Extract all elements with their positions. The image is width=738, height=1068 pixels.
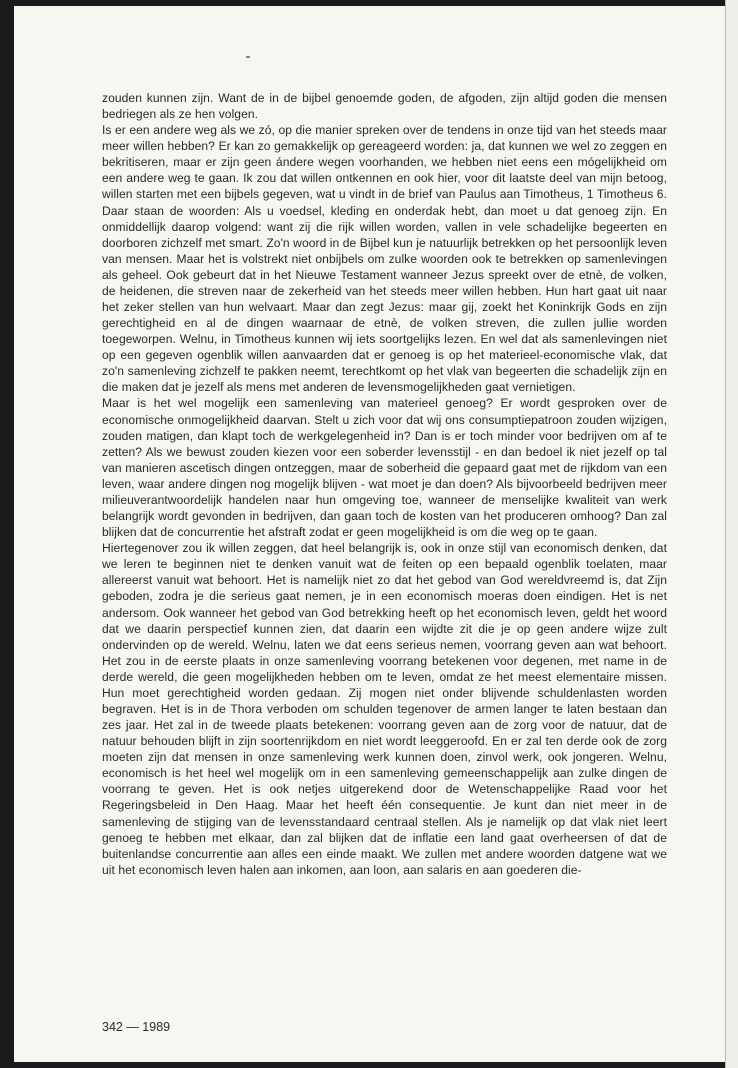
document-page xyxy=(14,6,726,1062)
paragraph: zouden kunnen zijn. Want de in de bijbel genoemde goden, de afgoden, zijn altijd goden die mensen bedriegen als ze hen volgen. xyxy=(102,91,667,122)
page-number: 342 — 1989 xyxy=(102,1020,171,1034)
paragraph: Is er een andere weg als we zó, op die manier spreken over de tendens in onze tijd van het steeds maar meer willen hebben? Er kan zo gemakkelijk op gereageerd worden: ja, dat kunnen we wel zo zeggen en bekritiseren, maar er zijn geen ándere wegen voorhanden, we hebben niet eens een mógelijkheid om een andere weg te gaan. Ik zou dat willen ontkennen en ook hier, voor dit laatste deel van mijn betoog, willen starten met een bijbels gegeven, wat u vindt in de brief van Paulus aan Timotheus, 1 Timotheus 6. Daar staan de woorden: Als u voedsel, kleding en onderdak hebt, dan moet u dat genoeg zijn. En onmiddellijk daarop volgend: want zij die rijk willen worden, vallen in vele schadelijke begeerten en doorboren zichzelf met smart. Zo'n woord in de Bijbel kun je natuurlijk betrekken op het persoonlijk leven van mensen. Maar het is volstrekt niet onbijbels om zulke woorden ook te betrekken op samenlevingen als geheel. Ook gebeurt dat in het Nieuwe Testament wanneer Jezus spreekt over de etnè, de volken, de heidenen, die streven naar de zekerheid van het steeds meer willen hebben. Hun hart gaat uit naar het zeker stellen van hun welvaart. Maar dan zegt Jezus: maar gij, zoekt het Koninkrijk Gods en zijn gerechtigheid en al de dingen waarnaar de etnè, de volken streven, die zullen jullie worden toegeworpen. Welnu, in Timotheus kunnen wij iets soortgelijks lezen. En wel dat als samenlevingen niet op een gegeven ogenblik willen aanvaarden dat er genoeg is op het materieel-economische vlak, dat zo'n samenleving zichzelf te pakken neemt, terechtkomt op het vlak van begeerten die schadelijk zijn en die maken dat je jezelf als mens met anderen de levensmogelijkheden gaat vernietigen. xyxy=(102,123,667,395)
body-text xyxy=(102,90,667,878)
scan-mark xyxy=(246,56,250,58)
scan-edge xyxy=(725,0,738,1068)
paragraph: Hiertegenover zou ik willen zeggen, dat heel belangrijk is, ook in onze stijl van economisch denken, dat we leren te beginnen niet te denken vanuit wat de feiten op een bepaald ogenblik toelaten, maar allereerst vanuit wat behoort. Het is namelijk niet zo dat het gebod van God wereldvreemd is, dat Zijn geboden, zodra je die serieus gaat nemen, je in een economisch moeras doen eindigen. Het is net andersom. Ook wanneer het gebod van God betrekking heeft op het economisch leven, geldt het woord dat we daarin perspectief kunnen zien, dat daarin een wijdte zit die je op geen andere wijze zult ondervinden op de wereld. Welnu, laten we dat eens serieus nemen, voorrang geven aan wat behoort. Het zou in de eerste plaats in onze samenleving voorrang betekenen voor degenen, met name in de derde wereld, die geen mogelijkheden hebben om te leven, omdat ze het meest elementaire missen. Hun moet gerechtigheid worden gedaan. Zij mogen niet onder blijvende schuldenlasten worden begraven. Het is in de Thora verboden om schulden tegenover de armen langer te laten bestaan dan zes jaar. Het zal in de tweede plaats betekenen: voorrang geven aan de zorg voor de natuur, dat de natuur behouden blijft in zijn soortenrijkdom en niet wordt leeggeroofd. En er zal ten derde ook de zorg moeten zijn dat mensen in onze samenleving werk kunnen doen, zinvol werk, ook jongeren. Welnu, economisch is het heel wel mogelijk om in een samenleving gemeenschappelijk aan zulke dingen de voorrang te geven. Het is ook netjes uitgerekend door de Wetenschappelijke Raad voor het Regeringsbeleid in Den Haag. Maar het heeft één consequentie. Je kunt dan niet meer in de samenleving de stijging van de levensstandaard centraal stellen. Als je namelijk op dat vlak niet leert genoeg te hebben met elkaar, dan zal blijken dat de inflatie een land gaat overheersen of dat de buitenlandse concurrentie aan alles een einde maakt. We zullen met andere woorden datgene wat we uit het economisch leven halen aan inkomen, aan loon, aan salaris en aan goederen die- xyxy=(102,541,667,877)
paragraph: Maar is het wel mogelijk een samenleving van materieel genoeg? Er wordt gesproken over de economische onmogelijkheid daarvan. Stelt u zich voor dat wij ons consumptiepatroon zouden wijzigen, zouden matigen, dan klapt toch de werkgelegenheid in? Dan is er toch minder voor bedrijven om af te zetten? Als we bewust zouden kiezen voor een soberder levensstijl - en dan bedoel ik niet jezelf op tal van manieren ascetisch dingen ontzeggen, maar de soberheid die gepaard gaat met de rijkdom van een leven, waar andere dingen nog mogelijk blijven - wat moet je dan doen? Als bijvoorbeeld bedrijven meer milieuverantwoordelijk handelen naar hun omgeving toe, wanneer de menselijke kwaliteit van werk belangrijk wordt gevonden in bedrijven, dan gaan toch de kosten van het produceren omhoog? Dan zal blijken dat de concurrentie het afstraft zodat er geen mogelijkheid is om die weg op te gaan. xyxy=(102,396,667,540)
